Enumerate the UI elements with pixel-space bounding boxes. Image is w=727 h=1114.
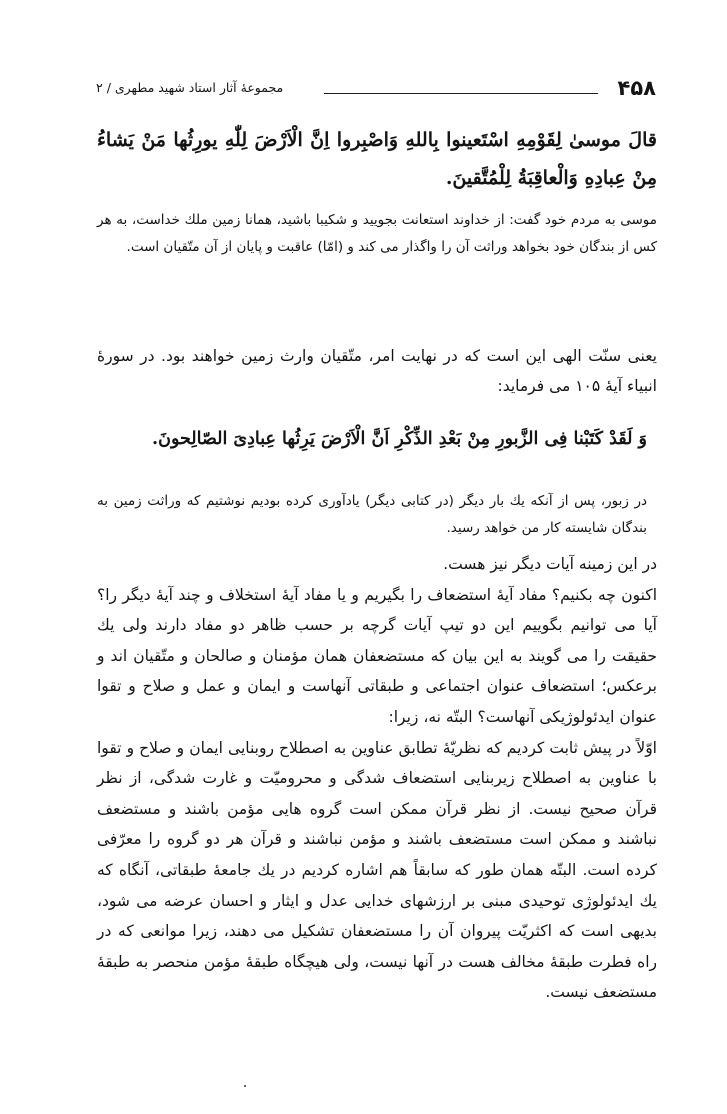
header-rule	[324, 93, 598, 94]
page-speck	[244, 1085, 246, 1087]
verse-2-translation: در زبور، پس از آنکه یك بار دیگر (در کتابی دیگر) یادآوری کرده بودیم نوشتیم که وراثت زمین به بندگان شایسته کار من خواهد رسید.	[97, 493, 647, 536]
verse-1-translation: موسی به مردم خود گفت: از خداوند استعانت بجویید و شکیبا باشید، همانا زمین ملك خداست، به هر کس از بندگان خود بخواهد وراثت آن را واگذار می کند و (امّا) عاقبت و پایان از آن متّقیان است.	[97, 212, 657, 255]
page-header	[96, 75, 656, 105]
body-text	[97, 549, 657, 1008]
quran-verse-1: قالَ موسیٰ لِقَوْمِهِ اسْتَعینوا بِاللهِ وَاصْبِروا اِنَّ الْاَرْضَ لِلّٰهِ یورِثُها مَنْ یَشاءُ مِنْ عِبادِهِ وَالْعاقِبَةُ لِلْمُتَّقینَ.	[97, 129, 657, 189]
running-title: مجموعهٔ آثار استاد شهید مطهری / ۲	[96, 80, 284, 95]
body-paragraph-3: اوّلاً در پیش ثابت کردیم که نظریّهٔ تطابق عناوین به اصطلاح روبنایی ایمان و صلاح و تقوا با عناوین به اصطلاح زیربنایی استضعاف شدگی و محرومیّت و غارت شدگی، از نظر قرآن صحیح نیست. از نظر قرآن ممکن است گروه هایی مؤمن باشند و مستضعف نباشند و ممکن است مستضعف باشند و مؤمن نباشند و قرآن هر دو گروه را معرّفی کرده است. البتّه همان طور که سابقاً هم اشاره کردیم در یك جامعهٔ طبقاتی، آنگاه که یك ایدئولوژی توحیدی مبنی بر ارزشهای خدایی عدل و ایثار و احسان عرضه می شود، بدیهی است که اکثریّت پیروان آن را مستضعفان تشکیل می دهند، زیرا موانعی که در راه فطرت طبقهٔ مخالف هست در آنها نیست، ولی هیچگاه طبقهٔ مؤمن منحصر به طبقهٔ مستضعف نیست.	[97, 738, 657, 1002]
quran-verse-2: وَ لَقَدْ کَتَبْنا فِی الزَّبورِ مِنْ بَعْدِ الذِّکْرِ اَنَّ الْاَرْضَ یَرِثُها عِبادِیَ الصّالِحونَ.	[152, 429, 647, 449]
body-paragraph-1: در این زمینه آیات دیگر نیز هست.	[443, 555, 657, 573]
body-paragraph-2: اکنون چه بکنیم؟ مفاد آیهٔ استضعاف را بگیریم و یا مفاد آیهٔ استخلاف و چند آیهٔ دیگر را؟ آیا می توانیم بگوییم این دو تیپ آیات گرچه بر حسب ظاهر دو مفاد دارند ولی یك حقیقت را می گویند به این بیان که مستضعفان همان مؤمنان و صالحان و متّقیان اند و برعکس؛ استضعاف عنوان اجتماعی و طبقاتی آنهاست و ایمان و عمل و صلاح و تقوا عنوان ایدئولوژیکی آنهاست؟ البتّه نه، زیرا:	[97, 585, 657, 726]
paragraph-sunnah: یعنی سنّت الهی این است که در نهایت امر، متّقیان وارث زمین خواهند بود. در سورهٔ انبیاء آیهٔ ۱۰۵ می فرماید:	[97, 347, 657, 395]
page-number: ۴۵۸	[617, 76, 656, 100]
